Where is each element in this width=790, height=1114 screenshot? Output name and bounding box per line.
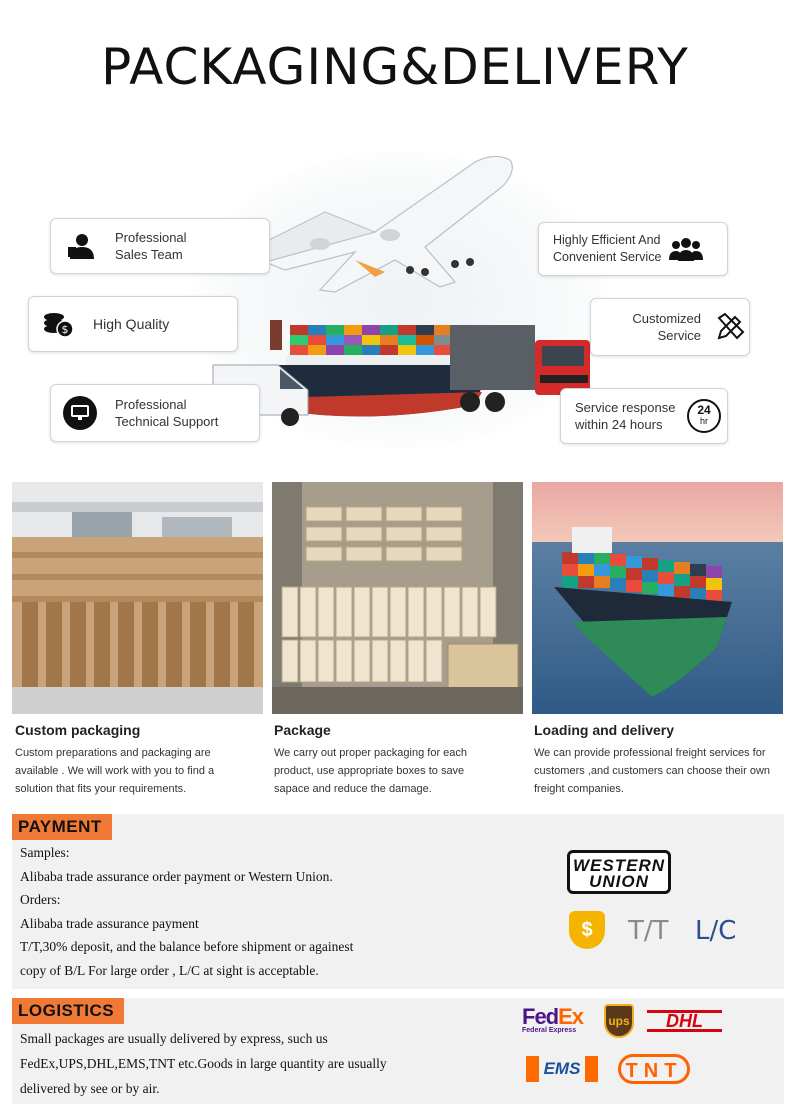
trade-assurance-symbol: $ xyxy=(581,919,593,941)
tnt-text: TNT xyxy=(618,1054,690,1084)
payment-line: T/T,30% deposit, and the balance before shipment or againest xyxy=(20,939,354,954)
money-stack-icon xyxy=(41,307,75,341)
payment-line: Alibaba trade assurance payment xyxy=(20,915,199,931)
fedex-subtitle: Federal Express xyxy=(522,1027,577,1034)
payment-line: Alibaba trade assurance order payment or Western Union. xyxy=(20,868,333,884)
clock-24-number: 24 xyxy=(697,403,711,417)
dhl-logo xyxy=(647,1010,722,1032)
caption-text-custom-packaging: Custom preparations and packaging are available . We will work with you to find a solution that fits your requirements. xyxy=(15,747,215,795)
ups-logo xyxy=(604,1004,634,1038)
callout-label: Service response within 24 hours xyxy=(575,400,676,432)
fedex-logo xyxy=(522,1004,602,1040)
western-union-line1: WESTERN xyxy=(573,856,665,875)
logistics-line: Small packages are usually delivered by express, such us xyxy=(20,1031,328,1046)
ems-logo xyxy=(526,1056,598,1082)
callout-service-response xyxy=(560,388,728,444)
photo-loading-delivery xyxy=(532,482,783,714)
ups-text: ups xyxy=(608,1014,630,1028)
callout-label: Professional Technical Support xyxy=(115,397,219,429)
tt-logo: T/T xyxy=(628,916,669,946)
logistics-line: FedEx,UPS,DHL,EMS,TNT etc.Goods in large quantity are usually xyxy=(20,1056,387,1071)
photo-custom-packaging xyxy=(12,482,263,714)
logistics-text xyxy=(20,1026,540,1101)
payment-tag: PAYMENT xyxy=(12,814,112,840)
monitor-icon xyxy=(63,396,97,430)
western-union-line2: UNION xyxy=(589,872,649,891)
lc-logo: L/C xyxy=(695,916,737,946)
callout-label: Highly Efficient And Convenient Service xyxy=(553,233,662,264)
svg-text:$: $ xyxy=(61,323,69,336)
callout-label: Professional Sales Team xyxy=(115,230,187,262)
logistics-tag: LOGISTICS xyxy=(12,998,124,1024)
callout-label: Customized Service xyxy=(632,311,701,343)
logistics-line: delivered by see or by air. xyxy=(20,1081,160,1096)
caption-title-loading-delivery: Loading and delivery xyxy=(534,722,675,738)
caption-text-package: We carry out proper packaging for each product, use appropriate boxes to save sapace and reduce the damage. xyxy=(274,747,468,795)
payment-panel xyxy=(12,814,784,989)
clock-24-unit: hr xyxy=(699,416,708,426)
callout-technical-support xyxy=(50,384,260,442)
clock-24-icon xyxy=(687,399,721,433)
dhl-text: DHL xyxy=(666,1011,703,1031)
caption-text-loading-delivery: We can provide professional freight services for customers ,and customers can choose their own freight companies. xyxy=(534,747,771,795)
western-union-logo xyxy=(567,850,671,894)
photo-package xyxy=(272,482,523,714)
payment-line: Orders: xyxy=(20,892,61,907)
sales-team-icon xyxy=(65,229,99,263)
hero-infographic xyxy=(20,140,770,470)
page-title: PACKAGING&DELIVERY xyxy=(101,38,689,96)
ems-text: EMS xyxy=(540,1059,585,1078)
callout-label: High Quality xyxy=(93,315,170,332)
callout-customized-service xyxy=(590,298,750,356)
pencil-ruler-icon xyxy=(713,310,747,344)
airplane-image xyxy=(225,152,545,302)
payment-line: copy of B/L For large order , L/C at sight is acceptable. xyxy=(20,962,319,978)
group-icon xyxy=(669,232,703,266)
callout-high-quality xyxy=(28,296,238,352)
callout-sales-team xyxy=(50,218,270,274)
caption-title-package: Package xyxy=(274,722,331,738)
tnt-logo xyxy=(618,1054,690,1084)
callout-efficient-service xyxy=(538,222,728,276)
fedex-fed: Fed xyxy=(522,1004,559,1029)
logistics-panel xyxy=(12,998,784,1104)
payment-line: Samples: xyxy=(20,845,70,860)
payment-text xyxy=(20,841,520,982)
fedex-ex: Ex xyxy=(558,1004,584,1029)
caption-title-custom-packaging: Custom packaging xyxy=(15,722,141,738)
trade-assurance-icon xyxy=(569,911,605,949)
